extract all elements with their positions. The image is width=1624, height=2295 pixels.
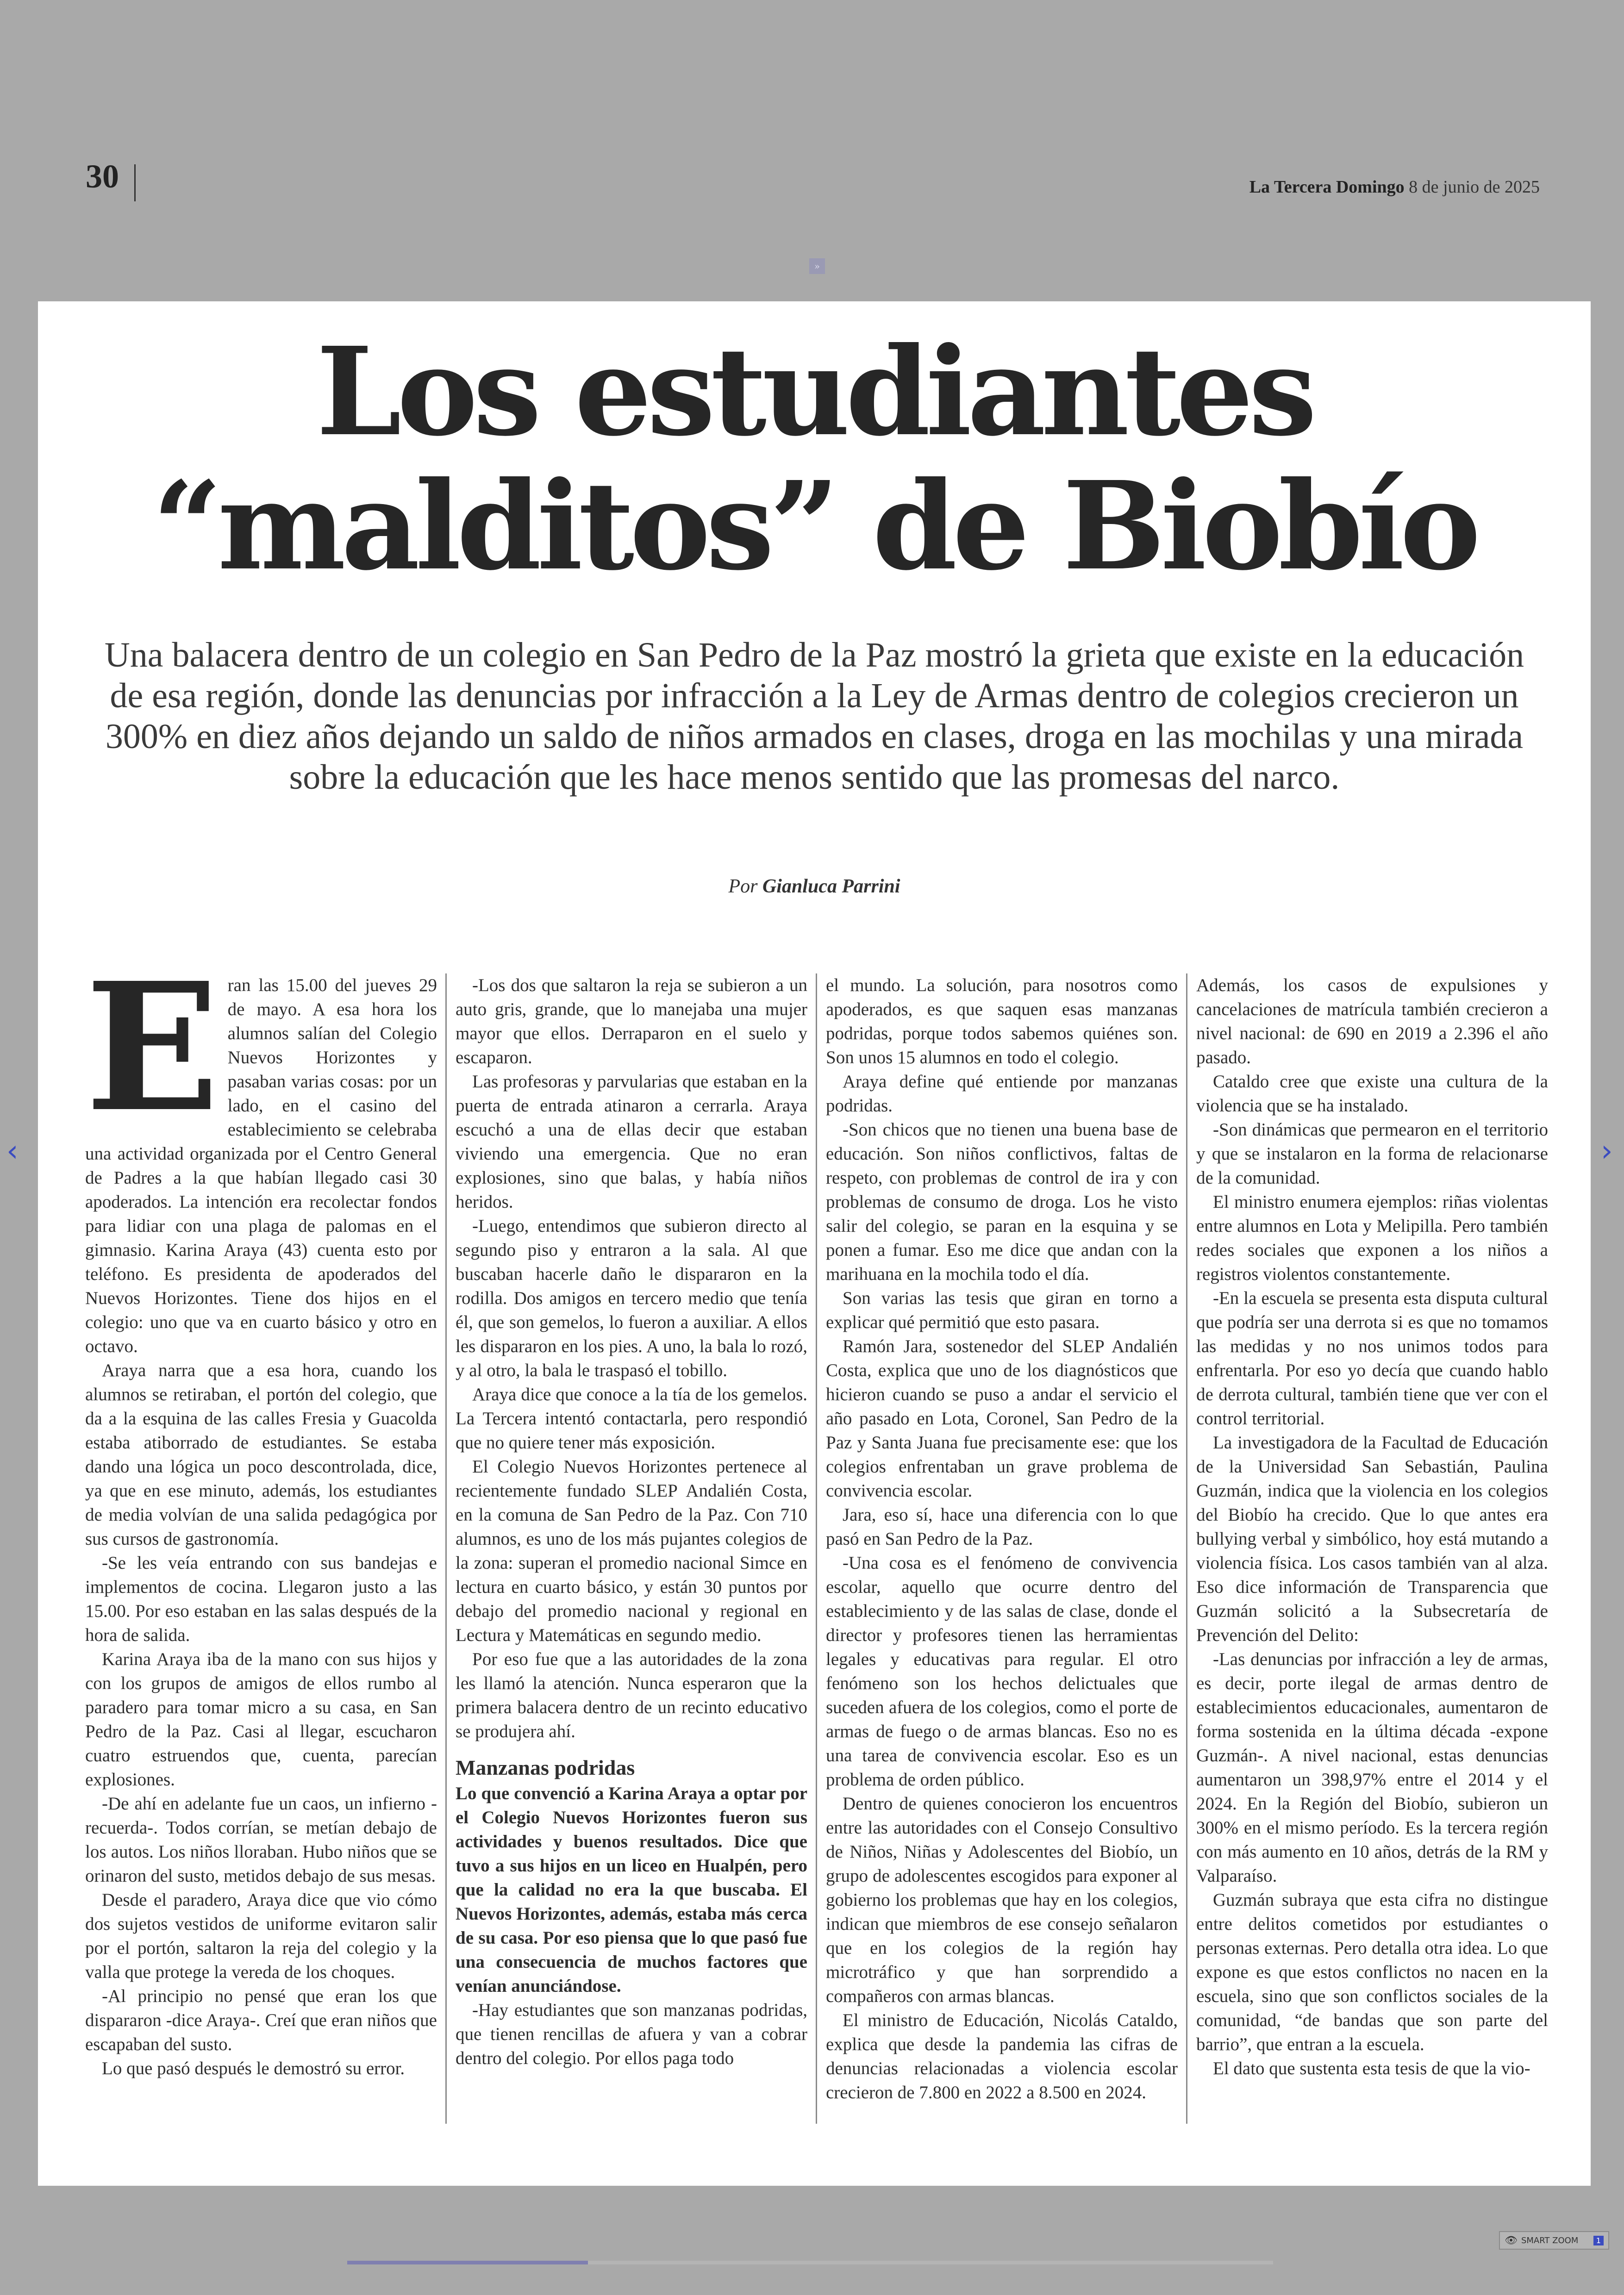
paragraph: La investigadora de la Facultad de Educación de la Universidad San Sebastián, Paulina Guzmán, indica que la violencia en los colegios del Biobío ha crecido. Que lo que antes era bullying verbal y simbólico, hoy está mutando a violencia física. Los casos también van al alza. Eso dice información de Transparencia que Guzmán solicitó a la Subsecretaría de Prevención del Delito: (1196, 1433, 1548, 1645)
paragraph: -Luego, entendimos que subieron directo al segundo piso y entraron a la sala. Al que buscaban hacerle daño le dispararon en la rodilla. Dos amigos en tercero medio que tenía él, que son gemelos, lo fueron a auxiliar. A ellos les dispararon en los pies. A uno, la bala lo rozó, y al otro, la bala le traspasó el tobillo. (456, 1216, 807, 1380)
headline-line-2: “malditos” de Biobío (152, 455, 1476, 597)
lead-paragraph: Lo que convenció a Karina Araya a optar por el Colegio Nuevos Horizontes fueron sus actividades y buenos resultados. Dice que tuvo a sus hijos en un liceo en Hualpén, pero que la calidad no era la que buscaba. El Nuevos Horizontes, además, estaba más cerca de su casa. Por eso piensa que lo que pasó fue una consecuencia de muchos factores que venían anunciándose. (456, 1784, 807, 1996)
paragraph: -Al principio no pensé que eran los que dispararon -dice Araya-. Creí que eran niños que escapaban del susto. (85, 1986, 437, 2054)
headline-line-1: Los estudiantes (316, 320, 1312, 463)
paragraph: Ramón Jara, sostenedor del SLEP Andalién Costa, explica que uno de los diagnósticos que hicieron cuando se puso a andar el servicio el año pasado en Lota, Coronel, San Pedro de la Paz y Santa Juana fue precisamente ese: que los colegios enfrentaban un grave problema de convivencia escolar. (826, 1336, 1178, 1501)
column-rule (816, 973, 817, 2124)
paragraph: Cataldo cree que existe una cultura de la violencia que se ha instalado. (1196, 1072, 1548, 1116)
smart-zoom-button[interactable] (1499, 2231, 1609, 2250)
column-rule (445, 973, 447, 2124)
paragraph: El ministro de Educación, Nicolás Cataldo, explica que desde la pandemia las cifras de denuncias relacionadas a violencia escolar crecieron de 7.800 en 2022 a 8.500 en 2024. (826, 2010, 1178, 2102)
page-number: 30 (86, 158, 119, 195)
paragraph: Lo que pasó después le demostró su error. (102, 2058, 405, 2078)
column-rule (1186, 973, 1187, 2124)
byline (38, 875, 1591, 898)
paragraph: el mundo. La solución, para nosotros como apoderados, es que saquen esas manzanas podridas, porque todos sabemos quiénes son. Son unos 15 alumnos en todo el colegio. (826, 975, 1178, 1067)
column-3 (826, 973, 1178, 2131)
paragraph: -Se les veía entrando con sus bandejas e implementos de cocina. Llegaron justo a las 15.00. Por eso estaban en las salas después de la hora de salida. (85, 1553, 437, 1645)
paragraph: El ministro enumera ejemplos: riñas violentas entre alumnos en Lota y Melipilla. Pero también redes sociales que exponen a los niños a registros violentos constantemente. (1196, 1192, 1548, 1284)
paragraph: Dentro de quienes conocieron los encuentros entre las autoridades con el Consejo Consultivo de Niños, Niñas y Adolescentes del Biobío, un grupo de adolescentes escogidos para exponer al gobierno los problemas que hay en los colegios, indican que miembros de ese consejo señalaron que en los colegios de la región hay microtráfico y que han sorprendido a compañeros con armas blancas. (826, 1794, 1178, 2006)
column-4 (1196, 973, 1548, 2131)
reading-progress-fill (347, 2261, 588, 2264)
publication-name: La Tercera Domingo (1249, 177, 1405, 197)
byline-prefix: Por (728, 876, 758, 897)
smart-zoom-badge: 1 (1593, 2236, 1604, 2245)
paragraph: -De ahí en adelante fue un caos, un infierno -recuerda-. Todos corrían, se metían debajo de los autos. Los niños lloraban. Hubo niños que se orinaron del susto, metidos debajo de sus mesas. (85, 1794, 437, 1886)
column-1 (85, 973, 437, 2131)
reading-progress-track[interactable] (347, 2261, 1273, 2264)
column-2 (456, 973, 807, 2131)
paragraph: Araya dice que conoce a la tía de los gemelos. La Tercera intentó contactarla, pero respondió que no quiere tener más exposición. (456, 1384, 807, 1453)
paragraph: Por eso fue que a las autoridades de la zona les llamó la atención. Nunca esperaron que la primera balacera dentro de un recinto educativo se produjera ahí. (456, 1649, 807, 1741)
paragraph: -Son chicos que no tienen una buena base de educación. Son niños conflictivos, faltas de respeto, con problemas de control de ira y con problemas de consumo de droga. Los he visto salir del colegio, se paran en la esquina y se ponen a fumar. Eso me dice que andan con la marihuana en la mochila todo el día. (826, 1120, 1178, 1284)
next-page-icon[interactable]: › (1601, 1134, 1613, 1168)
paragraph: -Son dinámicas que permearon en el territorio y que se instalaron en la forma de relacionarse de la comunidad. (1196, 1120, 1548, 1188)
drop-cap: E (85, 973, 219, 1151)
paragraph: Araya define qué entiende por manzanas podridas. (826, 1072, 1178, 1116)
paragraph: Las profesoras y parvularias que estaban en la puerta de entrada atinaron a cerrarla. Araya escuchó a una de ellas decir que estaban viviendo una emergencia. Que no eran explosiones, sino que balas, y había niños heridos. (456, 1072, 807, 1212)
paragraph: El Colegio Nuevos Horizontes pertenece al recientemente fundado SLEP Andalién Costa, en la comuna de San Pedro de la Paz. Con 710 alumnos, es uno de los más pujantes colegios de la zona: superan el promedio nacional Simce en lectura en cuarto básico, y están 30 puntos por debajo del promedio nacional y regional en Lectura y Matemáticas en segundo medio. (456, 1457, 807, 1645)
paragraph: Araya narra que a esa hora, cuando los alumnos se retiraban, el portón del colegio, que da a la esquina de las calles Fresia y Guacolda estaba atiborrado de estudiantes. Se estaba dando una lógica un poco descontrolada, dice, ya que en ese minuto, además, los estudiantes de media volvían de una salida pedagógica por sus cursos de gastronomía. (85, 1360, 437, 1549)
smart-zoom-label: SMART ZOOM (1521, 2235, 1579, 2245)
eye-icon: 👁 (1505, 2234, 1518, 2246)
page-marker[interactable]: » (809, 258, 825, 274)
paragraph: -Las denuncias por infracción a ley de armas, es decir, porte ilegal de armas dentro de establecimientos educacionales, aumentaron de forma sostenida en la última década -expone Guzmán-. A nivel nacional, estas denuncias aumentaron un 398,97% entre el 2014 y el 2024. En la Región del Biobío, subieron un 300% en el mismo período. Es la tercera región con más aumento en 10 años, detrás de la RM y Valparaíso. (1196, 1649, 1548, 1886)
article-body (85, 973, 1548, 2131)
paragraph: Además, los casos de expulsiones y cancelaciones de matrícula también crecieron a nivel nacional: de 690 en 2019 a 2.396 el año pasado. (1196, 975, 1548, 1067)
paragraph: -Hay estudiantes que son manzanas podridas, que tienen rencillas de afuera y van a cobrar dentro del colegio. Por ellos paga todo (456, 2000, 807, 2068)
paragraph: -En la escuela se presenta esta disputa cultural que podría ser una derrota si es que no tomamos las medidas y no nos unimos todos para enfrentarla. Por eso yo decía que cuando hablo de derrota cultural, también tiene que ver con el control territorial. (1196, 1288, 1548, 1428)
paragraph: -Los dos que saltaron la reja se subieron a un auto gris, grande, que lo manejaba una mujer mayor que ellos. Derraparon en el suelo y escaparon. (456, 975, 807, 1067)
paragraph: ran las 15.00 del jueves 29 de mayo. A esa hora los alumnos salían del Colegio Nuevos Horizontes y pasaban varias cosas: por un lado, en el casino del establecimiento se celebraba una actividad organizada por el Centro General de Padres a la que habían llegado casi 30 apoderados. La intención era recolectar fondos para lidiar con una plaga de palomas en el gimnasio. Karina Araya (43) cuenta esto por teléfono. Es presidenta de apoderados del Nuevos Horizontes. Tiene dos hijos en el colegio: uno que va en cuarto básico y otro en octavo. (85, 975, 437, 1356)
dateline (1249, 177, 1540, 197)
byline-author: Gianluca Parrini (762, 876, 900, 897)
subhead: Manzanas podridas (456, 1756, 635, 1779)
publication-date: 8 de junio de 2025 (1409, 177, 1540, 197)
headline (38, 320, 1591, 597)
article-sheet (38, 301, 1591, 2186)
paragraph: Son varias las tesis que giran en torno a explicar qué permitió que esto pasara. (826, 1288, 1178, 1332)
page-number-divider (134, 164, 136, 201)
paragraph: -Una cosa es el fenómeno de convivencia escolar, aquello que ocurre dentro del establecimiento y de las salas de clase, donde el director y profesores tienen las herramientas legales y educativas para regular. El otro fenómeno son los hechos delictuales que suceden afuera de los colegios, como el porte de armas de fuego o de armas blancas. Eso no es una tarea de convivencia escolar. Eso es un problema de orden público. (826, 1553, 1178, 1790)
paragraph: Jara, eso sí, hace una diferencia con lo que pasó en San Pedro de la Paz. (826, 1505, 1178, 1549)
paragraph: Guzmán subraya que esta cifra no distingue entre delitos cometidos por estudiantes o personas externas. Pero detalla otra idea. Lo que expone es que estos conflictos no nacen en la escuela, sino que son conflictos sociales de la comunidad, “de bandas que son parte del barrio”, que entran a la escuela. (1196, 1890, 1548, 2054)
prev-page-icon[interactable]: ‹ (6, 1134, 19, 1168)
article-deck: Una balacera dentro de un colegio en San Pedro de la Paz mostró la grieta que existe en la educación de esa región, donde las denuncias por infracción a la Ley de Armas dentro de colegios crecieron un 300% en diez años dejando un saldo de niños armados en clases, droga en las mochilas y una mirada sobre la educación que les hace menos sentido que las promesas del narco. (104, 636, 1524, 797)
paragraph: El dato que sustenta esta tesis de que la vio- (1213, 2058, 1530, 2078)
paragraph: Karina Araya iba de la mano con sus hijos y con los grupos de amigos de ellos rumbo al paradero para tomar micro a su casa, en San Pedro de la Paz. Casi al llegar, escucharon cuatro estruendos que, cuenta, parecían explosiones. (85, 1649, 437, 1790)
paragraph: Desde el paradero, Araya dice que vio cómo dos sujetos vestidos de uniforme evitaron salir por el portón, saltaron la reja del colegio y la valla que protege la vereda de los choques. (85, 1890, 437, 1982)
